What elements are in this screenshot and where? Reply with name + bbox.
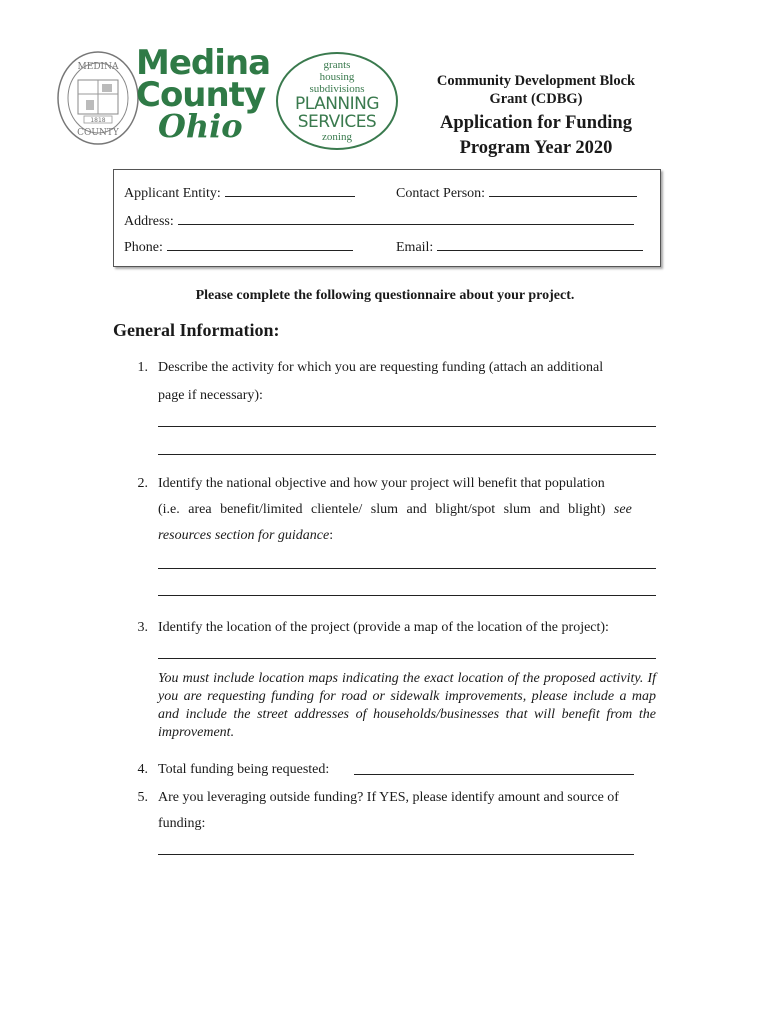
location-map-note: You must include location maps indicating the exact location of the proposed activity. If you are requesting funding for road or sidewalk improvements, please include a map and include the street addresses of households/businesses that will benefit from the improvement. <box>158 671 656 740</box>
question-3: 3. Identify the location of the project (provide a map of the location of the project): You must include location maps indicating the exact location of the proposed activity. If you are requesting funding for road or sidewalk improvements, please include a map and include the street addresses of households/businesses that will benefit from the improvement. <box>137 620 656 740</box>
phone-field[interactable]: Phone: <box>124 236 353 256</box>
document-title: Community Development Block Grant (CDBG) Application for Funding Program Year 2020 <box>436 73 636 158</box>
svg-text:MEDINA: MEDINA <box>77 62 119 72</box>
instructions-text: Please complete the following questionnaire about your project. <box>195 288 575 303</box>
answer-line[interactable] <box>158 426 656 427</box>
answer-line[interactable] <box>158 658 656 659</box>
applicant-info-box <box>113 169 661 267</box>
contact-person-field[interactable]: Contact Person: <box>396 182 637 202</box>
question-5: 5. Are you leveraging outside funding? If YES, please identify amount and source of funding: <box>0 784 770 864</box>
question-4: 4. Total funding being requested: <box>0 756 770 786</box>
email-field[interactable]: Email: <box>396 236 643 256</box>
address-field[interactable]: Address: <box>124 210 634 230</box>
answer-line[interactable] <box>158 595 656 596</box>
answer-line[interactable] <box>158 454 656 455</box>
county-seal-logo <box>56 50 140 146</box>
planning-services-badge: grants housing subdivisions PLANNING SERVICES zoning <box>276 52 398 150</box>
medina-county-ohio-wordmark: Medina County Ohio <box>136 43 271 145</box>
svg-text:1818: 1818 <box>90 117 106 124</box>
applicant-entity-field[interactable]: Applicant Entity: <box>124 182 355 202</box>
answer-line[interactable] <box>158 568 656 569</box>
svg-text:COUNTY: COUNTY <box>77 128 119 138</box>
answer-line[interactable] <box>158 854 634 855</box>
question-1: 1. Describe the activity for which you are requesting funding (attach an additional page if necessary): <box>0 354 770 464</box>
question-2: 2. Identify the national objective and how your project will benefit that population (i.e. area benefit/limited clientele/ slum and blight/spot slum and blight) see resources section for guidance: <box>0 470 770 610</box>
section-heading: General Information: <box>113 320 280 340</box>
total-funding-answer-line[interactable] <box>354 774 634 775</box>
